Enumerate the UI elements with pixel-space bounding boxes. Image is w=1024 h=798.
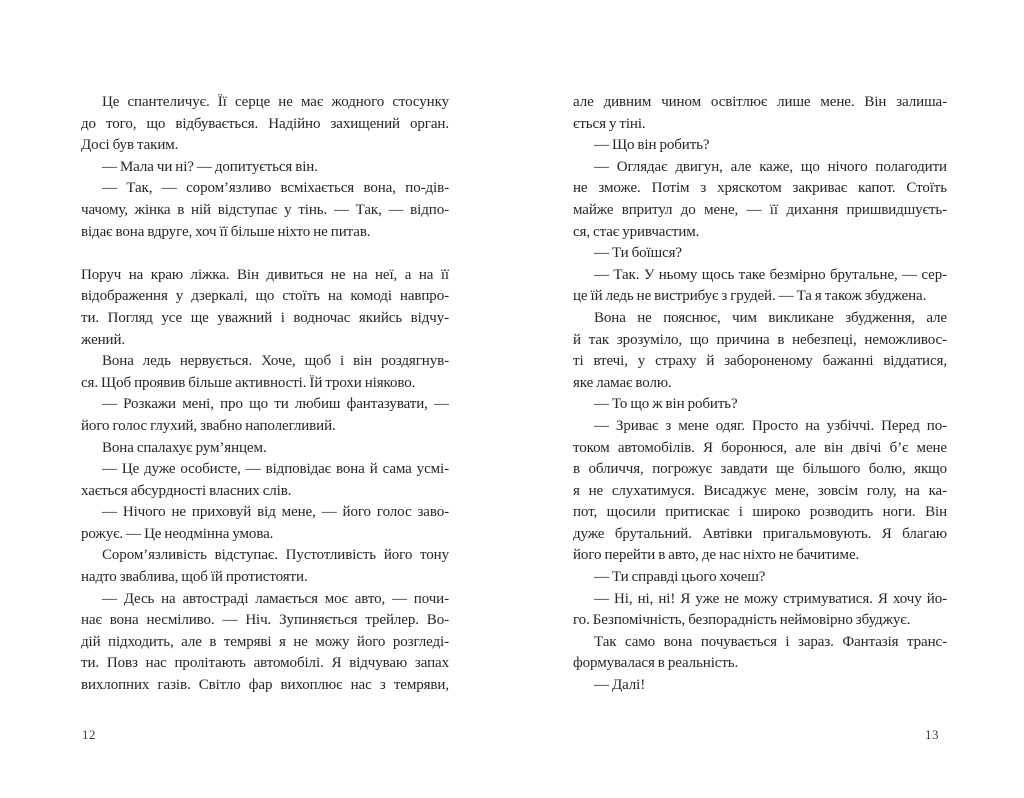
- text-line: — Розкажи мені, про що ти любиш фантазувати, —: [102, 396, 449, 413]
- text-line: майже впритул до мене, — її дихання пришвидшуєть-: [573, 201, 947, 218]
- section-break: [81, 243, 449, 265]
- text-line: Досі був таким.: [81, 137, 179, 154]
- text-line: ся. Щоб проявив більше активності. Їй трохи ніяково.: [81, 374, 416, 391]
- text-line: надто зваблива, щоб їй протистояти.: [81, 569, 308, 586]
- text-line: — Ти боїшся?: [594, 245, 682, 262]
- text-line: — Оглядає двигун, але каже, що нічого полагодити: [594, 158, 947, 175]
- text-line: Вона ледь нервується. Хоче, щоб і він роздягнув-: [102, 353, 449, 370]
- text-line: нає вона несміливо. — Ніч. Зупиняється трейлер. Во-: [81, 612, 449, 629]
- page-left-text: [81, 92, 449, 697]
- text-line: — Нічого не приховуй від мене, — його голос заво-: [102, 504, 449, 521]
- text-line: Вона не пояснює, чим викликане збудження, але: [594, 309, 947, 326]
- text-line: дуже брутальний. Автівки пригальмовують. Я благаю: [573, 525, 947, 542]
- text-line: в обличчя, погрожує завдати ще більшого болю, якщо: [573, 461, 947, 478]
- text-line: — Зриває з мене одяг. Просто на узбіччі. Перед по-: [594, 417, 947, 434]
- text-line: жений.: [81, 331, 126, 348]
- text-line: — Мала чи ні? — допитується він.: [102, 158, 318, 175]
- page-number-left: 12: [82, 727, 96, 742]
- text-line: ти. Погляд усе ще уважний і водночас якийсь відчу-: [81, 309, 449, 326]
- text-line: — Так, — сором’язливо всміхається вона, по-дів-: [102, 180, 449, 197]
- text-line: током автомобілів. Я боронюся, але він двічі б’є мене: [573, 439, 947, 456]
- page-number-right: 13: [925, 727, 939, 742]
- text-line: пот, щосили притискає і широко розводить ноги. Він: [573, 504, 947, 521]
- text-line: Сором’язливість відступає. Пустотливість його тону: [102, 547, 449, 564]
- text-line: — Десь на автостраді ламається моє авто, — почи-: [102, 590, 449, 607]
- text-line: яке ламає волю.: [573, 374, 672, 391]
- text-line: ся, стає уривчастим.: [573, 223, 700, 240]
- text-line: ті втечі, у страху й забороненому бажанні віддатися,: [573, 353, 947, 370]
- text-line: дій підходить, але в темряві я не можу його розгледі-: [81, 633, 449, 650]
- text-line: Вона спалахує рум’янцем.: [102, 439, 267, 456]
- text-line: не зможе. Потім з хряскотом закриває капот. Стоїть: [573, 180, 947, 197]
- text-line: го. Безпомічність, безпорадність неймовірно збуджує.: [573, 612, 911, 629]
- text-line: але дивним чином освітлює лише мене. Він залиша-: [573, 94, 947, 110]
- text-line: я не слухатимуся. Висаджує мене, зовсім голу, на ка-: [573, 482, 947, 499]
- text-line: Це спантеличує. Її серце не має жодного стосунку: [102, 94, 449, 110]
- text-line: — Ні, ні, ні! Я уже не можу стримуватися. Я хочу йо-: [594, 590, 947, 607]
- text-line: відає вона вдруге, хоч її більше ніхто не питав.: [81, 223, 371, 240]
- text-line: — Ти справді цього хочеш?: [594, 569, 766, 586]
- page-right-text: [573, 92, 947, 697]
- text-line: до того, що відбувається. Надійно захищений орган.: [81, 115, 449, 132]
- text-line: рожує. — Це неодмінна умова.: [81, 525, 274, 542]
- text-line: — То що ж він робить?: [594, 396, 738, 413]
- text-line: відображення у дзеркалі, що стоїть на комоді навпро-: [81, 288, 449, 305]
- text-line: його голос глухий, звабно наполегливий.: [81, 417, 336, 434]
- text-line: Так само вона почувається і зараз. Фантазія транс-: [594, 633, 947, 650]
- text-line: Поруч на краю ліжка. Він дивиться не на неї, а на її: [81, 266, 449, 283]
- text-line: формувалася в реальність.: [573, 655, 739, 672]
- text-line: чачому, жінка в ній відступає у тінь. — Так, — відпо-: [81, 201, 449, 218]
- text-line: — Це дуже особисте, — відповідає вона й сама усмі-: [102, 461, 449, 478]
- text-line: й так зрозуміло, що причина в небезпеці, неможливос-: [573, 331, 947, 348]
- text-line: — Так. У ньому щось таке безмірно брутальне, — сер-: [594, 266, 947, 283]
- text-line: ти. Повз нас пролітають автомобілі. Я відчуваю запах: [81, 655, 449, 672]
- text-line: ється у тіні.: [573, 115, 646, 132]
- text-line: вихлопних газів. Світло фар вихоплює нас з темряви,: [81, 677, 449, 694]
- text-line: хається абсурдності власних слів.: [81, 482, 292, 499]
- text-line: це їй ледь не вистрибує з грудей. — Та я також збуджена.: [573, 288, 927, 305]
- text-line: — Що він робить?: [594, 137, 710, 154]
- text-line: — Далі!: [594, 677, 646, 694]
- text-line: його перейти в авто, де нас ніхто не бачитиме.: [573, 547, 860, 564]
